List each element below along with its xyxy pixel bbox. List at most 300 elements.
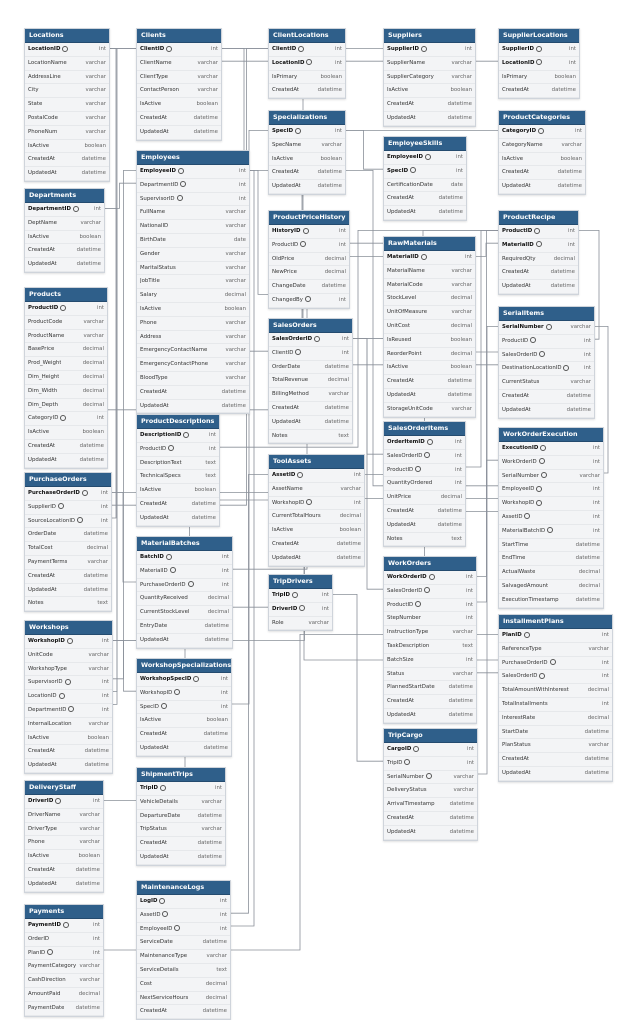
table-title: Suppliers (384, 29, 475, 43)
table-row[interactable] (269, 333, 352, 347)
field-name (140, 837, 167, 850)
table-row[interactable] (25, 933, 103, 947)
table-row[interactable] (25, 649, 112, 663)
table-row[interactable] (269, 416, 352, 430)
table-row[interactable] (384, 57, 475, 71)
table-row[interactable] (384, 519, 465, 533)
table-workshops[interactable] (24, 620, 113, 774)
table-row[interactable] (25, 440, 107, 454)
table-row[interactable] (137, 248, 249, 262)
table-row[interactable] (499, 456, 603, 470)
table-row[interactable] (25, 454, 107, 468)
table-row[interactable] (137, 909, 230, 923)
key-icon (524, 513, 530, 519)
table-row[interactable] (499, 712, 612, 726)
table-row[interactable] (384, 533, 465, 547)
table-row[interactable] (269, 497, 364, 511)
table-installment-plans[interactable] (498, 614, 613, 782)
table-maintenance-logs[interactable] (136, 880, 231, 1020)
table-row[interactable] (384, 505, 465, 519)
table-row[interactable] (384, 464, 465, 478)
table-row[interactable] (384, 571, 476, 585)
field-name (140, 126, 169, 139)
table-row[interactable] (384, 348, 475, 362)
table-row[interactable] (25, 878, 103, 892)
table-row[interactable] (499, 739, 612, 753)
table-row[interactable] (499, 698, 612, 712)
table-row[interactable] (137, 728, 231, 742)
table-row[interactable] (137, 206, 249, 220)
table-row[interactable] (25, 850, 103, 864)
table-product-descriptions[interactable] (136, 414, 220, 527)
table-products[interactable] (24, 287, 108, 469)
table-row[interactable] (25, 732, 112, 746)
table-row[interactable] (137, 126, 221, 140)
table-row[interactable] (269, 280, 349, 294)
table-row[interactable] (384, 695, 476, 709)
table-row[interactable] (137, 701, 231, 715)
table-trip-cargo[interactable] (383, 728, 478, 841)
table-row[interactable] (137, 782, 225, 796)
table-row[interactable] (137, 498, 219, 512)
table-row[interactable] (269, 125, 345, 139)
table-row[interactable] (25, 528, 111, 542)
table-material-batches[interactable] (136, 536, 233, 649)
table-row[interactable] (137, 620, 232, 634)
table-row[interactable] (25, 542, 111, 556)
table-row[interactable] (25, 556, 111, 570)
table-row[interactable] (25, 501, 111, 515)
table-row[interactable] (499, 657, 612, 671)
table-row[interactable] (269, 225, 349, 239)
table-row[interactable] (269, 43, 345, 57)
table-row[interactable] (269, 253, 349, 267)
table-row[interactable] (137, 289, 249, 303)
table-row[interactable] (499, 280, 578, 294)
table-row[interactable] (384, 771, 477, 785)
table-row[interactable] (499, 71, 579, 85)
table-row[interactable] (25, 244, 104, 258)
table-row[interactable] (137, 179, 249, 193)
table-raw-materials[interactable] (383, 236, 476, 418)
table-row[interactable] (269, 84, 345, 98)
table-row[interactable] (499, 539, 603, 553)
table-row[interactable] (137, 950, 230, 964)
table-row[interactable] (137, 470, 219, 484)
table-row[interactable] (137, 443, 219, 457)
table-row[interactable] (25, 330, 107, 344)
table-row[interactable] (384, 98, 475, 112)
table-row[interactable] (137, 71, 221, 85)
table-row[interactable] (25, 343, 107, 357)
table-row[interactable] (137, 400, 249, 414)
table-row[interactable] (25, 126, 109, 140)
table-row[interactable] (384, 826, 477, 840)
table-row[interactable] (137, 234, 249, 248)
table-row[interactable] (269, 71, 345, 85)
table-row[interactable] (25, 140, 109, 154)
table-row[interactable] (499, 684, 612, 698)
table-row[interactable] (137, 484, 219, 498)
table-row[interactable] (499, 767, 612, 781)
table-row[interactable] (137, 551, 232, 565)
table-row[interactable] (25, 809, 103, 823)
table-row[interactable] (25, 487, 111, 501)
table-row[interactable] (25, 584, 111, 598)
field-type: datetime (75, 866, 100, 873)
table-sales-orders[interactable] (268, 318, 353, 444)
table-row[interactable] (384, 640, 476, 654)
table-row[interactable] (499, 566, 603, 580)
table-row[interactable] (25, 112, 109, 126)
table-row[interactable] (137, 112, 221, 126)
table-row[interactable] (137, 714, 231, 728)
table-row[interactable] (384, 206, 466, 220)
table-row[interactable] (137, 457, 219, 471)
table-row[interactable] (25, 960, 103, 974)
table-row[interactable] (137, 262, 249, 276)
table-row[interactable] (25, 759, 112, 773)
table-row[interactable] (137, 837, 225, 851)
table-row[interactable] (137, 978, 230, 992)
table-row[interactable] (499, 376, 594, 390)
table-row[interactable] (269, 469, 364, 483)
table-row[interactable] (25, 57, 109, 71)
table-row[interactable] (137, 344, 249, 358)
table-row[interactable] (25, 98, 109, 112)
table-row[interactable] (137, 565, 232, 579)
table-row[interactable] (499, 670, 612, 684)
table-row[interactable] (499, 404, 594, 418)
table-row[interactable] (269, 166, 345, 180)
table-row[interactable] (25, 947, 103, 961)
table-row[interactable] (499, 335, 594, 349)
table-row[interactable] (269, 483, 364, 497)
table-row[interactable] (384, 151, 466, 165)
field-label: BloodType (140, 374, 168, 381)
table-row[interactable] (499, 225, 578, 239)
table-row[interactable] (499, 629, 612, 643)
table-serial-items[interactable] (498, 306, 595, 419)
table-row[interactable] (25, 718, 112, 732)
table-row[interactable] (384, 709, 476, 723)
table-row[interactable] (384, 477, 465, 491)
field-name (140, 317, 157, 330)
table-row[interactable] (384, 450, 465, 464)
table-row[interactable] (25, 258, 104, 272)
table-row[interactable] (499, 253, 578, 267)
table-row[interactable] (25, 84, 109, 98)
table-row[interactable] (25, 836, 103, 850)
table-row[interactable] (269, 402, 352, 416)
table-row[interactable] (137, 512, 219, 526)
table-row[interactable] (499, 580, 603, 594)
field-name (28, 167, 57, 180)
table-row[interactable] (137, 634, 232, 648)
table-row[interactable] (384, 334, 475, 348)
table-row[interactable] (25, 357, 107, 371)
table-row[interactable] (499, 726, 612, 740)
table-row[interactable] (137, 43, 221, 57)
table-row[interactable] (499, 552, 603, 566)
table-row[interactable] (137, 936, 230, 950)
table-row[interactable] (384, 251, 475, 265)
table-row[interactable] (137, 851, 225, 865)
field-type: int (96, 305, 104, 311)
table-row[interactable] (25, 371, 107, 385)
table-row[interactable] (499, 139, 585, 153)
table-work-order-execution[interactable] (498, 427, 604, 609)
field-label: WorkshopID (140, 689, 173, 696)
table-row[interactable] (384, 612, 476, 626)
table-locations[interactable] (24, 28, 110, 182)
table-row[interactable] (269, 510, 364, 524)
table-row[interactable] (269, 538, 364, 552)
table-product-price-history[interactable] (268, 210, 350, 309)
table-row[interactable] (137, 165, 249, 179)
table-row[interactable] (269, 139, 345, 153)
table-row[interactable] (499, 497, 603, 511)
field-label: UpdatedAt (28, 261, 57, 268)
table-row[interactable] (269, 361, 352, 375)
table-row[interactable] (25, 823, 103, 837)
table-row[interactable] (499, 643, 612, 657)
table-row[interactable] (137, 220, 249, 234)
table-row[interactable] (269, 180, 345, 194)
table-row[interactable] (499, 349, 594, 363)
table-row[interactable] (25, 570, 111, 584)
table-delivery-staff[interactable] (24, 780, 104, 893)
table-departments[interactable] (24, 188, 105, 273)
table-row[interactable] (384, 757, 477, 771)
table-row[interactable] (25, 153, 109, 167)
table-row[interactable] (384, 798, 477, 812)
table-row[interactable] (499, 390, 594, 404)
table-row[interactable] (499, 321, 594, 335)
table-row[interactable] (25, 385, 107, 399)
field-type: datetime (317, 183, 342, 190)
table-clients[interactable] (136, 28, 222, 141)
table-row[interactable] (269, 239, 349, 253)
table-row[interactable] (25, 974, 103, 988)
table-row[interactable] (269, 374, 352, 388)
table-row[interactable] (384, 320, 475, 334)
table-row[interactable] (137, 317, 249, 331)
table-row[interactable] (25, 919, 103, 933)
table-row[interactable] (269, 430, 352, 444)
table-row[interactable] (137, 742, 231, 756)
table-row[interactable] (384, 626, 476, 640)
table-row[interactable] (25, 1002, 103, 1016)
table-row[interactable] (137, 331, 249, 345)
field-name (387, 477, 432, 490)
table-purchase-orders[interactable] (24, 472, 112, 612)
table-row[interactable] (384, 84, 475, 98)
table-row[interactable] (25, 217, 104, 231)
table-row[interactable] (499, 362, 594, 376)
table-row[interactable] (25, 412, 107, 426)
table-row[interactable] (269, 589, 332, 603)
table-row[interactable] (25, 515, 111, 529)
table-row[interactable] (25, 704, 112, 718)
field-type: date (233, 236, 246, 243)
table-row[interactable] (499, 525, 603, 539)
field-type: varchar (570, 324, 591, 330)
table-row[interactable] (25, 864, 103, 878)
table-suppliers[interactable] (383, 28, 476, 127)
table-row[interactable] (499, 483, 603, 497)
table-row[interactable] (137, 98, 221, 112)
field-type: int (221, 581, 229, 588)
table-row[interactable] (269, 57, 345, 71)
table-row[interactable] (499, 470, 603, 484)
table-row[interactable] (25, 690, 112, 704)
table-row[interactable] (499, 180, 585, 194)
table-row[interactable] (499, 511, 603, 525)
table-row[interactable] (384, 306, 475, 320)
table-title: SalesOrders (269, 319, 352, 333)
table-row[interactable] (137, 358, 249, 372)
table-work-orders[interactable] (383, 556, 477, 724)
table-row[interactable] (137, 303, 249, 317)
table-row[interactable] (25, 43, 109, 57)
table-employee-skills[interactable] (383, 136, 467, 221)
table-row[interactable] (384, 292, 475, 306)
table-product-categories[interactable] (498, 110, 586, 195)
field-type: int (601, 673, 609, 680)
table-row[interactable] (137, 1005, 230, 1019)
table-sales-order-items[interactable] (383, 421, 466, 547)
table-row[interactable] (25, 302, 107, 316)
table-trip-drivers[interactable] (268, 574, 333, 631)
table-row[interactable] (25, 663, 112, 677)
table-row[interactable] (384, 112, 475, 126)
table-row[interactable] (269, 294, 349, 308)
field-label: LogID (140, 898, 158, 904)
table-row[interactable] (499, 153, 585, 167)
table-row[interactable] (137, 964, 230, 978)
table-row[interactable] (384, 784, 477, 798)
table-row[interactable] (384, 43, 475, 57)
table-row[interactable] (384, 192, 466, 206)
table-shipment-trips[interactable] (136, 767, 226, 866)
table-row[interactable] (269, 617, 332, 631)
table-row[interactable] (384, 279, 475, 293)
table-row[interactable] (25, 426, 107, 440)
table-row[interactable] (137, 810, 225, 824)
table-row[interactable] (137, 687, 231, 701)
table-row[interactable] (269, 153, 345, 167)
table-row[interactable] (384, 812, 477, 826)
table-row[interactable] (384, 165, 466, 179)
table-row[interactable] (384, 265, 475, 279)
table-row[interactable] (137, 386, 249, 400)
table-row[interactable] (137, 796, 225, 810)
table-client-locations[interactable] (268, 28, 346, 99)
field-label: UnitPrice (387, 494, 412, 501)
table-row[interactable] (384, 71, 475, 85)
table-row[interactable] (137, 895, 230, 909)
table-row[interactable] (499, 442, 603, 456)
table-row[interactable] (499, 166, 585, 180)
field-label: Gender (140, 250, 160, 257)
table-row[interactable] (25, 231, 104, 245)
table-row[interactable] (499, 239, 578, 253)
table-row[interactable] (137, 57, 221, 71)
table-specializations[interactable] (268, 110, 346, 195)
table-row[interactable] (499, 43, 579, 57)
table-row[interactable] (137, 606, 232, 620)
table-row[interactable] (384, 491, 465, 505)
table-row[interactable] (384, 681, 476, 695)
table-row[interactable] (137, 372, 249, 386)
field-name (28, 974, 66, 987)
table-row[interactable] (137, 592, 232, 606)
table-row[interactable] (25, 167, 109, 181)
table-row[interactable] (269, 388, 352, 402)
table-row[interactable] (499, 266, 578, 280)
table-row[interactable] (137, 923, 230, 937)
table-row[interactable] (269, 347, 352, 361)
table-tool-assets[interactable] (268, 454, 365, 567)
table-row[interactable] (499, 753, 612, 767)
table-row[interactable] (384, 436, 465, 450)
table-row[interactable] (25, 203, 104, 217)
table-row[interactable] (384, 654, 476, 668)
table-row[interactable] (269, 603, 332, 617)
table-row[interactable] (384, 361, 475, 375)
table-row[interactable] (25, 597, 111, 611)
table-row[interactable] (137, 84, 221, 98)
table-row[interactable] (499, 84, 579, 98)
table-row[interactable] (384, 585, 476, 599)
table-row[interactable] (499, 125, 585, 139)
table-row[interactable] (137, 823, 225, 837)
table-row[interactable] (25, 795, 103, 809)
table-product-recipe[interactable] (498, 210, 579, 295)
table-row[interactable] (384, 743, 477, 757)
table-row[interactable] (384, 403, 475, 417)
table-row[interactable] (384, 179, 466, 193)
table-row[interactable] (25, 676, 112, 690)
table-row[interactable] (137, 275, 249, 289)
table-row[interactable] (269, 524, 364, 538)
table-row[interactable] (25, 316, 107, 330)
field-name (387, 743, 419, 756)
table-row[interactable] (25, 635, 112, 649)
table-row[interactable] (137, 992, 230, 1006)
table-row[interactable] (384, 668, 476, 682)
table-row[interactable] (25, 399, 107, 413)
table-employees[interactable] (136, 150, 250, 414)
field-name (28, 556, 67, 569)
table-row[interactable] (137, 579, 232, 593)
table-row[interactable] (25, 71, 109, 85)
table-row[interactable] (25, 745, 112, 759)
table-row[interactable] (137, 193, 249, 207)
table-row[interactable] (384, 375, 475, 389)
table-row[interactable] (269, 266, 349, 280)
table-supplier-locations[interactable] (498, 28, 580, 99)
table-row[interactable] (384, 599, 476, 613)
table-row[interactable] (137, 673, 231, 687)
table-row[interactable] (269, 552, 364, 566)
table-row[interactable] (499, 594, 603, 608)
table-row[interactable] (499, 57, 579, 71)
table-row[interactable] (384, 389, 475, 403)
table-row[interactable] (137, 429, 219, 443)
table-workshop-specializations[interactable] (136, 658, 232, 757)
